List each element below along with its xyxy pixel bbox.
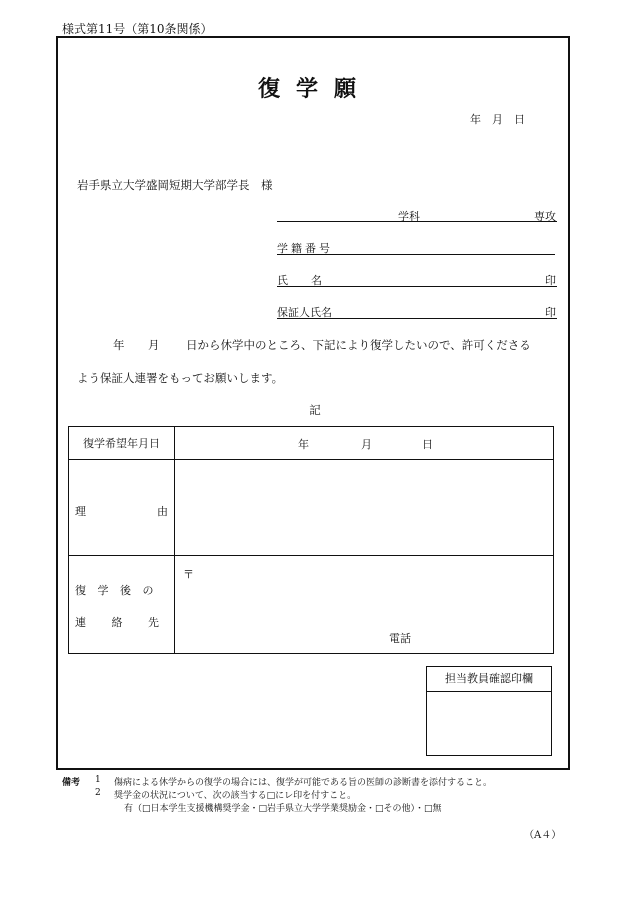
contact-label-cell [69,556,175,654]
name-underline[interactable] [277,286,557,287]
department-label: 学科 [398,210,420,223]
body-line1: 日から休学中のところ、下記により復学したいので、許可くださる [186,338,531,352]
ki-heading: 記 [309,403,321,417]
body-month: 月 [148,338,160,352]
contact-cell[interactable] [175,556,554,654]
seal-mark: 印 [545,274,556,287]
department-underline[interactable] [277,221,557,222]
return-date-cell[interactable] [175,427,554,460]
phone-label: 電話 [389,632,411,645]
notes-heading: 備考 [62,778,81,788]
return-day: 日 [422,438,433,451]
note-1-number: 1 [95,775,101,785]
teacher-stamp-box[interactable] [426,666,552,756]
reason-label-a: 理 [75,505,86,518]
body-year: 年 [113,338,125,352]
record-table [68,426,554,654]
paper-size: （A４） [524,830,562,841]
date-line: 年 月 日 [470,113,525,126]
student-id-label: 学籍番号 [277,242,333,255]
name-label: 氏名 [277,274,345,287]
guarantor-underline[interactable] [277,318,557,319]
guarantor-label: 保証人氏名 [277,306,332,319]
contact-label-1: 復 学 後 の [75,584,154,597]
form-number: 様式第11号（第10条関係） [62,22,213,36]
teacher-stamp-title: 担当教員確認印欄 [427,667,551,692]
note-1-text: 傷病による休学からの復学の場合には、復学が可能である旨の医師の診断書を添付すること。 [114,778,493,788]
postal-mark: 〒 [183,568,194,581]
reason-label-cell [69,460,175,556]
reason-label-b: 由 [157,505,168,518]
return-year: 年 [298,438,309,451]
addressee: 岩手県立大学盛岡短期大学部学長 様 [77,178,273,192]
major-label: 専攻 [534,210,556,223]
reason-cell[interactable] [175,460,554,556]
page-title: 復学願 [257,76,372,102]
note-2-text: 奨学金の状況について、次の該当する□にレ印を付すこと。 [114,791,357,801]
return-month: 月 [361,438,372,451]
student-id-underline[interactable] [277,254,555,255]
guarantor-seal-mark: 印 [545,306,556,319]
contact-label-2: 連 絡 先 [75,616,159,629]
return-date-label: 復学希望年月日 [83,437,160,450]
body-line2: よう保証人連署をもってお願いします。 [77,371,284,385]
note-2-options: 有（□日本学生支援機構奨学金・□岩手県立大学学業奨励金・□その他）・□無 [124,804,442,814]
note-2-number: 2 [95,788,101,798]
return-date-label-cell [69,427,175,460]
